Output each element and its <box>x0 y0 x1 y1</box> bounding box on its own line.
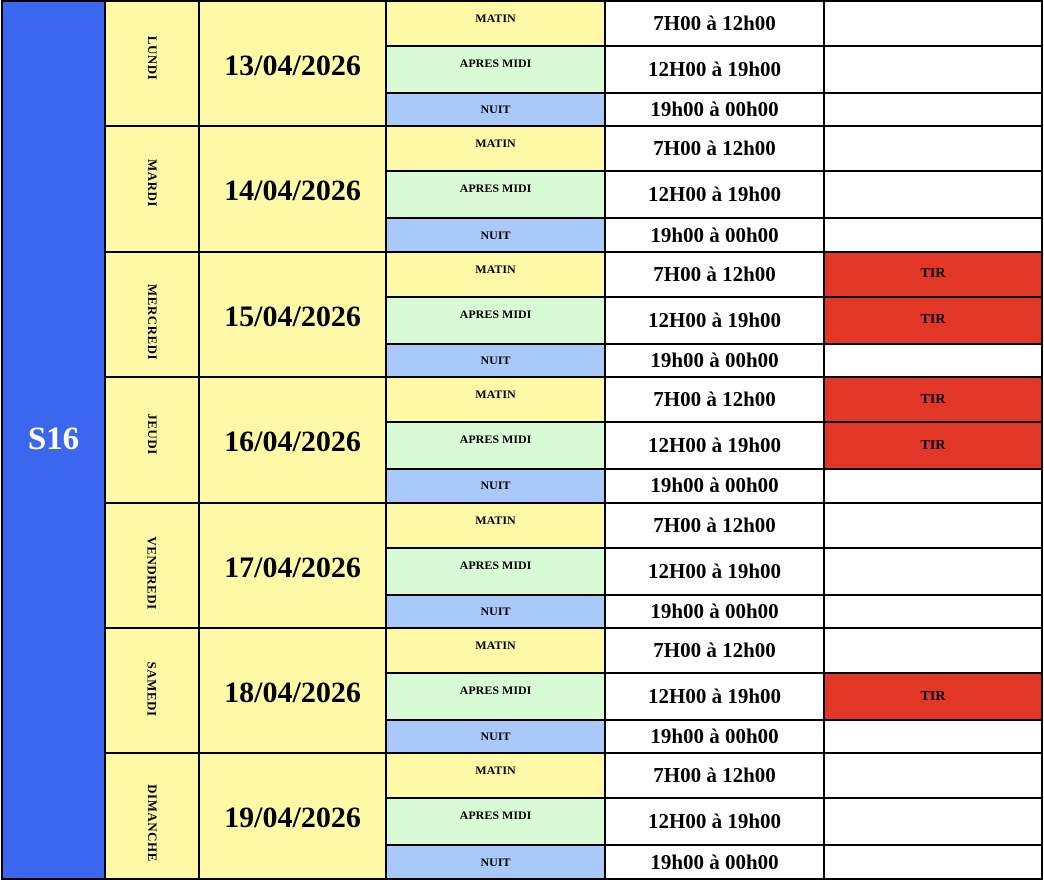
shift-label-matin: MATIN <box>386 503 605 548</box>
day-name-cell <box>105 753 199 878</box>
day-name-cell <box>105 503 199 628</box>
grid-line <box>386 170 1043 172</box>
day-name-cell <box>105 1 199 126</box>
day-name-label: DIMANCHE <box>144 784 160 863</box>
shift-label-matin: MATIN <box>386 377 605 422</box>
activity-cell[interactable] <box>824 1 1042 46</box>
day-name-label: LUNDI <box>145 35 160 80</box>
time-range-cell: 19h00 à 00h00 <box>605 93 824 126</box>
time-range-cell: 7H00 à 12h00 <box>605 753 824 798</box>
activity-cell[interactable] <box>824 798 1042 845</box>
shift-label-apres-midi: APRES MIDI <box>386 673 605 720</box>
date-cell: 13/04/2026 <box>199 1 386 126</box>
grid-line <box>386 296 1043 298</box>
day-name-label: SAMEDI <box>144 661 160 717</box>
grid-line <box>386 343 1043 345</box>
time-range-cell: 7H00 à 12h00 <box>605 503 824 548</box>
grid-line <box>105 627 1043 629</box>
date-cell: 18/04/2026 <box>199 628 386 753</box>
shift-label-nuit: NUIT <box>386 93 605 126</box>
grid-line <box>2 0 1043 2</box>
time-range-cell: 12H00 à 19h00 <box>605 548 824 595</box>
grid-line <box>105 125 1043 127</box>
shift-label-apres-midi: APRES MIDI <box>386 297 605 344</box>
grid-line <box>386 217 1043 219</box>
grid-line <box>386 844 1043 846</box>
grid-line <box>386 421 1043 423</box>
time-range-cell: 19h00 à 00h00 <box>605 469 824 502</box>
grid-line <box>2 878 1043 880</box>
activity-cell[interactable]: TIR <box>824 377 1042 422</box>
activity-cell[interactable]: TIR <box>824 252 1042 297</box>
grid-line <box>104 0 106 880</box>
shift-label-nuit: NUIT <box>386 218 605 251</box>
activity-cell[interactable] <box>824 595 1042 628</box>
day-name-cell <box>105 252 199 377</box>
shift-label-matin: MATIN <box>386 252 605 297</box>
activity-cell[interactable] <box>824 93 1042 126</box>
shift-label-nuit: NUIT <box>386 595 605 628</box>
day-name-label: JEUDI <box>144 412 160 455</box>
time-range-cell: 7H00 à 12h00 <box>605 1 824 46</box>
shift-label-matin: MATIN <box>386 126 605 171</box>
shift-label-apres-midi: APRES MIDI <box>386 798 605 845</box>
time-range-cell: 12H00 à 19h00 <box>605 798 824 845</box>
day-name-cell <box>105 126 199 251</box>
shift-label-matin: MATIN <box>386 1 605 46</box>
shift-label-apres-midi: APRES MIDI <box>386 171 605 218</box>
shift-label-matin: MATIN <box>386 628 605 673</box>
activity-cell[interactable]: TIR <box>824 297 1042 344</box>
shift-label-apres-midi: APRES MIDI <box>386 548 605 595</box>
activity-cell[interactable] <box>824 171 1042 218</box>
date-cell: 17/04/2026 <box>199 503 386 628</box>
grid-line <box>385 0 387 880</box>
day-name-cell <box>105 377 199 502</box>
grid-line <box>386 797 1043 799</box>
activity-cell[interactable] <box>824 469 1042 502</box>
grid-line <box>1041 0 1043 880</box>
shift-label-nuit: NUIT <box>386 469 605 502</box>
activity-cell[interactable] <box>824 344 1042 377</box>
time-range-cell: 12H00 à 19h00 <box>605 171 824 218</box>
activity-cell[interactable] <box>824 218 1042 251</box>
grid-line <box>198 0 200 880</box>
time-range-cell: 19h00 à 00h00 <box>605 720 824 753</box>
activity-cell[interactable]: TIR <box>824 422 1042 469</box>
grid-line <box>386 594 1043 596</box>
shift-label-apres-midi: APRES MIDI <box>386 422 605 469</box>
time-range-cell: 12H00 à 19h00 <box>605 673 824 720</box>
shift-label-matin: MATIN <box>386 753 605 798</box>
time-range-cell: 12H00 à 19h00 <box>605 46 824 93</box>
grid-line <box>386 92 1043 94</box>
activity-cell[interactable] <box>824 753 1042 798</box>
grid-line <box>105 752 1043 754</box>
day-name-cell <box>105 628 199 753</box>
shift-label-nuit: NUIT <box>386 720 605 753</box>
time-range-cell: 12H00 à 19h00 <box>605 422 824 469</box>
date-cell: 16/04/2026 <box>199 377 386 502</box>
time-range-cell: 7H00 à 12h00 <box>605 377 824 422</box>
grid-line <box>386 45 1043 47</box>
activity-cell[interactable]: TIR <box>824 673 1042 720</box>
date-cell: 19/04/2026 <box>199 753 386 878</box>
date-cell: 15/04/2026 <box>199 252 386 377</box>
activity-cell[interactable] <box>824 845 1042 878</box>
day-name-label: VENDREDI <box>145 535 160 610</box>
shift-label-nuit: NUIT <box>386 344 605 377</box>
time-range-cell: 7H00 à 12h00 <box>605 252 824 297</box>
time-range-cell: 19h00 à 00h00 <box>605 595 824 628</box>
time-range-cell: 19h00 à 00h00 <box>605 218 824 251</box>
grid-line <box>604 0 606 880</box>
activity-cell[interactable] <box>824 720 1042 753</box>
grid-line <box>386 672 1043 674</box>
activity-cell[interactable] <box>824 503 1042 548</box>
grid-line <box>386 468 1043 470</box>
activity-cell[interactable] <box>824 548 1042 595</box>
grid-line <box>823 0 825 880</box>
time-range-cell: 12H00 à 19h00 <box>605 297 824 344</box>
shift-label-apres-midi: APRES MIDI <box>386 46 605 93</box>
day-name-label: MERCREDI <box>144 283 160 360</box>
grid-line <box>386 719 1043 721</box>
week-cell: S16 <box>2 1 105 879</box>
shift-label-nuit: NUIT <box>386 845 605 878</box>
grid-line <box>1 0 3 880</box>
time-range-cell: 19h00 à 00h00 <box>605 344 824 377</box>
activity-cell[interactable] <box>824 628 1042 673</box>
grid-line <box>105 251 1043 253</box>
day-name-label: MARDI <box>145 158 160 207</box>
grid-line <box>105 376 1043 378</box>
activity-cell[interactable] <box>824 46 1042 93</box>
grid-line <box>386 547 1043 549</box>
time-range-cell: 7H00 à 12h00 <box>605 126 824 171</box>
time-range-cell: 19h00 à 00h00 <box>605 845 824 878</box>
grid-line <box>105 502 1043 504</box>
date-cell: 14/04/2026 <box>199 126 386 251</box>
time-range-cell: 7H00 à 12h00 <box>605 628 824 673</box>
activity-cell[interactable] <box>824 126 1042 171</box>
